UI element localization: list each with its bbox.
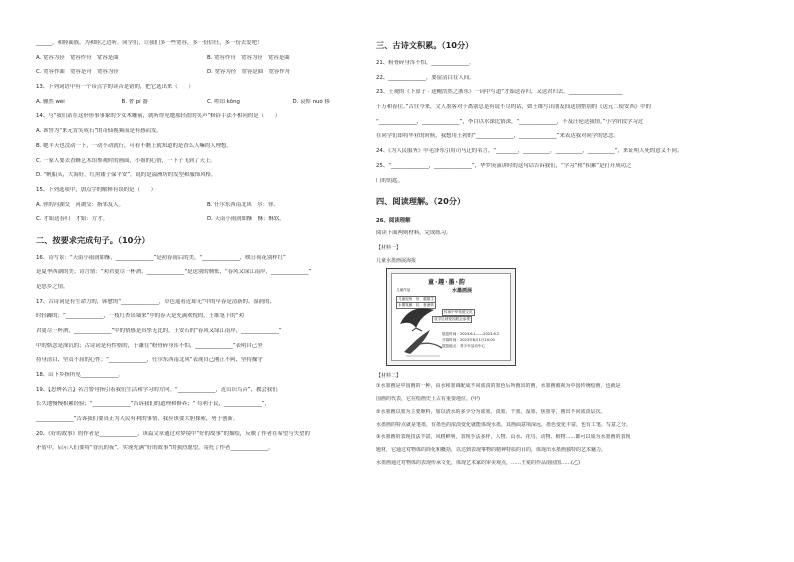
material-1-label: 【材料一】: [376, 245, 402, 252]
m2-line-7: 水墨画通过对物体的表现传承文化，体现艺术家的审美观点，……王冕的作品南园图……(乙): [376, 459, 580, 466]
q17-line-1: 17、古诗词是有生命力的，韩愈的“______________，草色遥看近却无”中的早春是清新的、湿润的、: [36, 298, 275, 305]
q12-options-row2: [36, 69, 378, 76]
q13-option-b[interactable]: B. 奢 pí 器: [121, 98, 148, 105]
q17-line-4: 中的惦念是深沉的；古诗词是有性格的，于谦在“粉骨碎身浑不怕，______________”表明自己坚: [36, 342, 263, 349]
poster-line-3: 传承中华传统文化: [444, 310, 473, 315]
left-column: [36, 40, 378, 460]
m2-line-3: ②水墨画以墨为主要颜料，加以清水的多少分为浓墨、淡墨、干墨、湿墨、焦墨等，画出不同浓淡层次。: [376, 408, 606, 415]
q15-text: 15、下列选项中，加点字的解释有误的是（ ）: [36, 186, 157, 193]
q13-text: 13、下列词语中有一个带点字的读音是错的，把它选出来（ ）: [36, 84, 194, 91]
q23-line-2: 千万和春住。”古往今来，文人墨客对于离别总是有说不尽的话，如王维写出朋友间送别惜别的《送元二使安西》中的: [376, 104, 652, 111]
q12-option-a[interactable]: A. 宽容为径 宽容作舟 宽容是曲: [36, 54, 119, 61]
q13-option-a[interactable]: A. 骤然 wèi: [36, 98, 65, 105]
q14-option-a[interactable]: A. 该誓为“来元宵笑成石”的奇仙视频而是有感而发。: [36, 128, 162, 135]
section-4-title: 四、阅读理解。（20分）: [376, 195, 466, 206]
material-1-title: 儿童水墨画展海报: [376, 258, 417, 265]
q15-option-c[interactable]: C. 才始送春归 才始：方才。: [36, 216, 108, 223]
q12-text: ______，和睦面族，为和睦之边听。同学们，让我们多一些宽容，多一份信任，多一份去爱吧！: [36, 40, 263, 46]
q14-option-d[interactable]: D. “帆船头，大海好，红黑镂子保平安”，说的是溢洲坊的发型和服饰风格。: [36, 172, 217, 179]
q20-line-1: 20、《好的故事》的作者是______________，该篇文章通过对梦境中“好的故事”的描绘，反映了作者在希望与失望的: [36, 430, 310, 437]
m2-line-1: ①水墨画是中国画的一种，由水和墨调配成不同浓淡的墨色后所画出的画，水墨画被视为中国传统绘画，也就是: [376, 383, 621, 390]
q14-option-c[interactable]: C. 一家人要去香蜂艺术馆参观时的画面，小姐的心情，一下子飞到了天上。: [36, 157, 216, 164]
q17-line-3: 君更尽一杯酒，______________”中的情感是真挚无比的，王安石的“春风又绿江南岸，______________”: [36, 327, 282, 334]
q22-text: 22、______________，要留清白在人间。: [376, 74, 475, 81]
q15-option-a[interactable]: A. 你的河湖交 河湖交：指邻友人。: [36, 201, 124, 208]
q17-line-2: 时轻躁的；“______________，一枝红杏出墙来”中的春天是充满欢悦的，王维笔下的“劝: [36, 313, 244, 320]
m2-line-5: ③水墨画的表现技法丰富，风格鲜明，表现手法多样，人物、山水、花鸟、动物、植物……都可以成为水墨画的表现: [376, 434, 631, 441]
poster-line-2: 水墨笔触 轻 意流转: [398, 303, 434, 308]
m2-line-4: 水墨画的特点就是笔墨，有墨色的浓淡变化就能体现水墨，其画面意境深远，墨色变化丰富，也有工笔、写意之分。: [376, 421, 632, 428]
section-3-title: 三、古诗文积累。（10分）: [376, 40, 474, 50]
q26-intro: 阅读下面两则材料，完成练习。: [376, 229, 452, 236]
poster-show-title: 水墨画展: [452, 288, 473, 295]
q19-line-3: ______________”告诉我们要真正为人民有利的事情，我应该要大胆探索，勇于创新。: [36, 416, 239, 423]
q15-option-d[interactable]: D. 天南小雨润如酥 酥：酥软。: [207, 216, 285, 223]
poster-info-2: 开幕时间：2023年6月1日10:00: [442, 338, 495, 343]
material-2-label: 【材料二】: [376, 373, 402, 380]
q16-line-1: 16、诗写景：“天街小雨润如酥，______________”是初春雨后的美，“______________，映日荷花别样红”: [36, 254, 286, 261]
q16-line-3: 是思乡之情。: [36, 283, 69, 290]
q12-options-row1: [36, 55, 378, 62]
m2-line-2: 国画的代表，它在绘画史上占有重要地位。(甲): [376, 396, 480, 403]
poster-headline: 童·趣·墨·韵: [428, 279, 466, 287]
poster-line-1: 儿童视角 好 趣描生: [398, 297, 434, 302]
q23-line-3: “______________，______________”，李白以水深比情深，“______________，不及汪伦送我情。”小学阶段学习过: [376, 118, 644, 125]
q19-line-2: 长久地慢慢积累经验；“______________”告诉我们的道理和修养；“ 苟利于民，______________”，: [36, 401, 270, 408]
q21-text: 21、粉骨碎身浑不怕，______________。: [376, 60, 475, 66]
q15-options-row1: [36, 202, 378, 209]
poster-inner: [391, 273, 511, 361]
q12-option-c[interactable]: C. 宽容作曲 宽容是舟 宽容为径: [36, 69, 119, 76]
q15-options-row2: [36, 216, 378, 223]
poster-info-1: 展览时间：2023.6.1——2023.6.2: [442, 332, 500, 337]
q13-options: [36, 99, 378, 106]
q13-option-d[interactable]: D. 哀悼 nuó 移: [292, 98, 330, 105]
q14-option-b[interactable]: B. 她半天也没动一下，一动不动就行，可看不瞧上就知道的是香么人嘛的人理想。: [36, 142, 232, 149]
q13-option-c[interactable]: C. 崆岇 kōng: [207, 98, 240, 105]
right-column: [376, 40, 766, 473]
poster-tag: 儿童作品: [396, 288, 411, 293]
q17-line-5: 持身清白、坚贞不屈的心性；“______________，任尔东西南北风”表现自己刚正不阿、坚持操守: [36, 357, 263, 364]
q23-line-4: 在同学们即将毕业的时候，我想用王勃的“______________，______________”来表达我对同学的思念。: [376, 133, 619, 140]
q12-option-d[interactable]: D. 宽容为径 宽容是曲 宽容作舟: [207, 69, 291, 76]
ink-painting-poster: [386, 268, 516, 366]
q25-line-2: 门的钥匙。: [376, 177, 403, 184]
q25-line-1: 25、“______________，______________”，华罗庚演讲时的这句话告诉我们，“学习”和“积累”是打开成功之: [376, 162, 632, 169]
q16-line-2: 是夏季西湖的美；诗言情：“劝君更尽一杯酒，______________”是送别的惆怅，“春风又绿江南岸，______________”: [36, 269, 312, 276]
m2-line-6: 题材，它通过对物体的简化和概括，以达到表现事物的精神特质的目的，体现出水墨画独特的艺术魅力。: [376, 447, 607, 454]
q12-option-b[interactable]: B. 宽容作舟 宽容为径 宽容是曲: [207, 54, 290, 61]
q19-line-1: 19、【思辨名言】名言警句指引着我们生活和学习的方向。“______________，近山识鸟音”，教会我们: [36, 386, 278, 393]
poster-info-3: 展览地点：青少年活动中心: [442, 344, 486, 349]
q26-title: 26、阅读理解: [376, 217, 411, 224]
ink-crane-icon: [400, 326, 444, 358]
q18-text: 18、山下乡指所见______________。: [36, 372, 124, 379]
section-2-title: 二、按要求完成句子。（10分）: [36, 234, 150, 245]
q24-text: 24、《为人民服务》中毛泽东引用司马迁的名言，“________，__________，__________，__________”，来证明人死的意义不同。: [376, 148, 683, 155]
q14-text: 14、与“我们站在这形形事事象的少女木雕前，就听得见她那轻盈的笑声”修辞手法不相同的是（ ）: [36, 113, 281, 120]
poster-line-4: 放学后到校园展会参观: [434, 317, 470, 322]
q15-option-b[interactable]: B. 任尔东西南北风 尔：你。: [207, 201, 279, 208]
q23-line-1: 23、王观的《卜算子 · 送鲍浩然之浙东》一词中写道“才始送春归，又送君归去。____________________: [376, 89, 623, 96]
q20-line-2: 矛盾中，启示人们要将“昏沉的夜”，实现充满“好的故事”的强烈愿望，寄托了作者______________。: [36, 445, 274, 452]
